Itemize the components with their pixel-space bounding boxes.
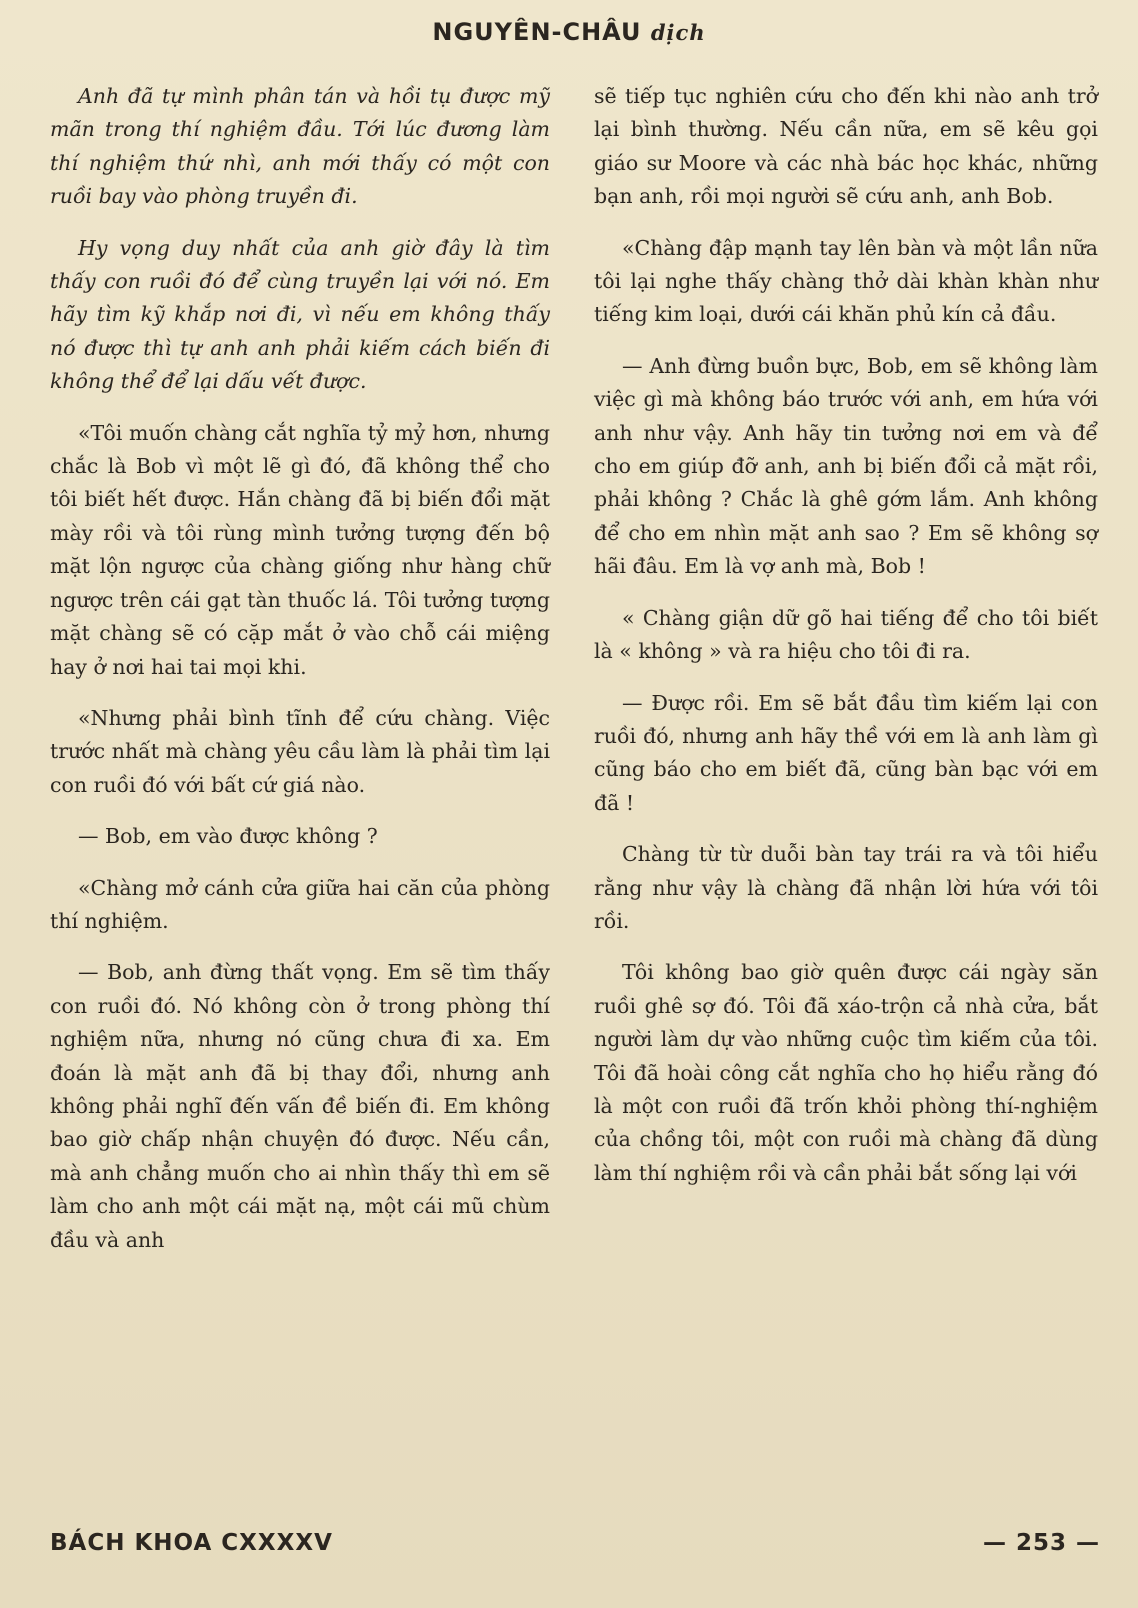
paragraph: Chàng từ từ duỗi bàn tay trái ra và tôi hiểu rằng như vậy là chàng đã nhận lời hứa với tôi rồi. bbox=[594, 842, 1098, 933]
magazine-title: BÁCH KHOA CXXXXV bbox=[50, 1530, 333, 1556]
paragraph: — Được rồi. Em sẽ bắt đầu tìm kiếm lại con ruồi đó, nhưng anh hãy thề với em là anh làm gì cũng báo cho em biết đã, cũng bàn bạc với em đã ! bbox=[594, 690, 1098, 815]
header-author: NGUYÊN-CHÂU bbox=[432, 18, 642, 46]
page-number: — 253 — bbox=[982, 1530, 1100, 1556]
paragraph: «Chàng mở cánh cửa giữa hai căn của phòng thí nghiệm. bbox=[50, 875, 550, 933]
paragraph: — Bob, anh đừng thất vọng. Em sẽ tìm thấy con ruồi đó. Nó không còn ở trong phòng thí nghiệm nữa, nhưng nó cũng chưa đi xa. Em đoán là mặt anh đã bị thay đổi, nhưng anh không phải nghĩ đến vấn đề biến đi. Em không bao giờ chấp nhận chuyện đó được. Nếu cần, mà anh chẳng muốn cho ai nhìn thấy thì em sẽ làm cho anh một cái mặt nạ, một cái mũ chùm đầu và anh bbox=[50, 960, 550, 1252]
paragraph: Hy vọng duy nhất của anh giờ đây là tìm thấy con ruồi đó để cùng truyền lại với nó. Em hãy tìm kỹ khắp nơi đi, vì nếu em không thấy nó được thì tự anh anh phải kiếm cách biến đi không thể để lại dấu vết được. bbox=[50, 235, 550, 394]
paragraph: — Anh đừng buồn bực, Bob, em sẽ không làm việc gì mà không báo trước với anh, em hứa với anh như vậy. Anh hãy tin tưởng nơi em và để cho em giúp đỡ anh, anh bị biến đổi cả mặt rồi, phải không ? Chắc là ghê gớm lắm. Anh không để cho em nhìn mặt anh sao ? Em sẽ không sợ hãi đâu. Em là vợ anh mà, Bob ! bbox=[594, 353, 1098, 579]
page-header bbox=[0, 18, 1138, 46]
paragraph: «Tôi muốn chàng cắt nghĩa tỷ mỷ hơn, nhưng chắc là Bob vì một lẽ gì đó, đã không thể cho tôi biết hết được. Hắn chàng đã bị biến đổi mặt mày rồi và tôi rùng mình tưởng tượng đến bộ mặt lộn ngược của chàng giống như hàng chữ ngược trên cái gạt tàn thuốc lá. Tôi tưởng tượng mặt chàng sẽ có cặp mắt ở vào chỗ cái miệng hay ở nơi hai tai mọi khi. bbox=[50, 420, 550, 679]
paragraph: «Nhưng phải bình tĩnh để cứu chàng. Việc trước nhất mà chàng yêu cầu làm là phải tìm lại con ruồi đó với bất cứ giá nào. bbox=[50, 705, 550, 797]
right-column bbox=[594, 80, 1098, 1208]
paragraph: Anh đã tự mình phân tán và hồi tụ được mỹ mãn trong thí nghiệm đầu. Tới lúc đương làm thí nghiệm thứ nhì, anh mới thấy có một con ruồi bay vào phòng truyền đi. bbox=[50, 84, 550, 209]
header-suffix: dịch bbox=[650, 20, 706, 45]
left-column bbox=[50, 80, 550, 1275]
paragraph: « Chàng giận dữ gõ hai tiếng để cho tôi biết là « không » và ra hiệu cho tôi đi ra. bbox=[594, 605, 1098, 664]
page-footer bbox=[50, 1530, 1100, 1564]
paragraph: Tôi không bao giờ quên được cái ngày săn ruồi ghê sợ đó. Tôi đã xáo-trộn cả nhà cửa, bắt người làm dự vào những cuộc tìm kiếm của tôi. Tôi đã hoài công cắt nghĩa cho họ hiểu rằng đó là một con ruồi đã trốn khỏi phòng thí-nghiệm của chồng tôi, một con ruồi mà chàng đã dùng làm thí nghiệm rồi và cần phải bắt sống lại với bbox=[594, 960, 1098, 1185]
paragraph: «Chàng đập mạnh tay lên bàn và một lần nữa tôi lại nghe thấy chàng thở dài khàn khàn như tiếng kim loại, dưới cái khăn phủ kín cả đầu. bbox=[594, 235, 1098, 327]
paragraph: — Bob, em vào được không ? bbox=[78, 824, 378, 849]
paragraph: sẽ tiếp tục nghiên cứu cho đến khi nào anh trở lại bình thường. Nếu cần nữa, em sẽ kêu gọi giáo sư Moore và các nhà bác học khác, những bạn anh, rồi mọi người sẽ cứu anh, anh Bob. bbox=[594, 84, 1098, 209]
